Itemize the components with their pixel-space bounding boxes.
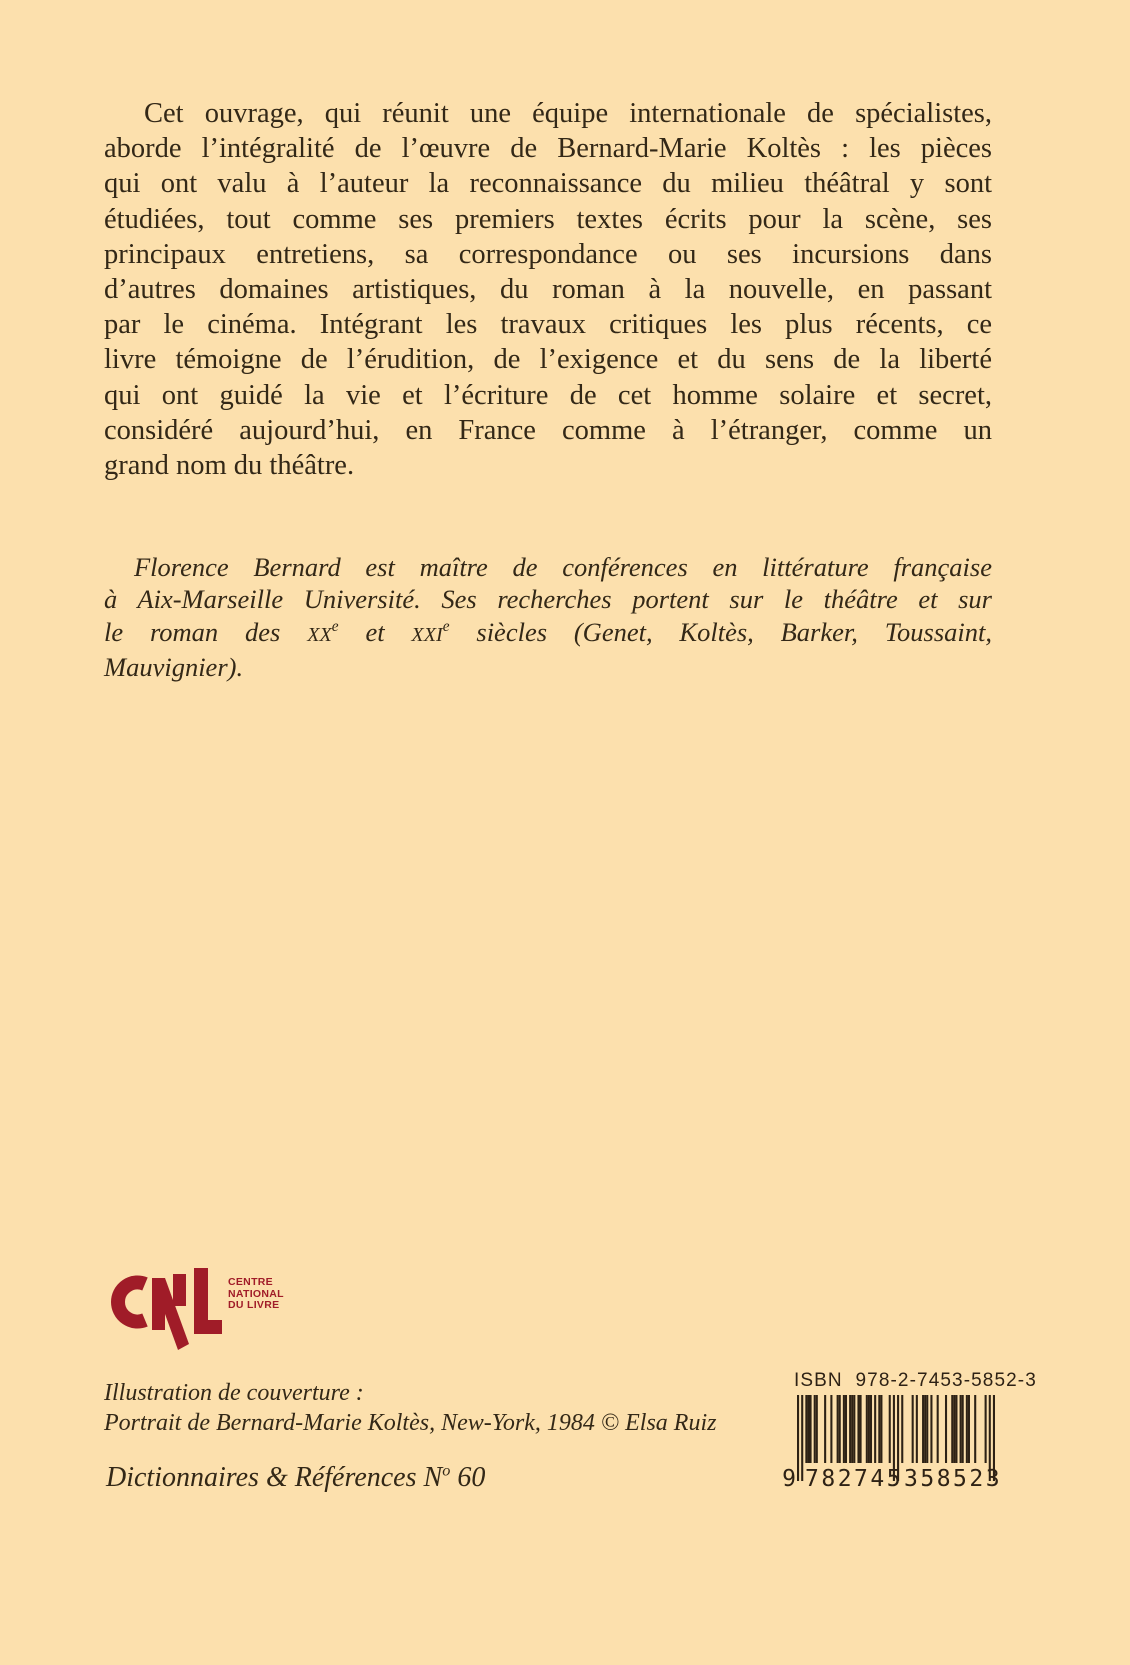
- ean-digit-group: 358523: [904, 1466, 1003, 1492]
- century-numeral: XX: [307, 623, 332, 646]
- credit-line: Illustration de couverture :: [104, 1380, 364, 1406]
- paragraph-line: Cet ouvrage, qui réunit une équipe internationale de spécialistes,: [144, 98, 992, 129]
- cnl-wordmark-line: CENTRE: [228, 1276, 273, 1288]
- paragraph-line: étudiées, tout comme ses premiers textes écrits pour la scène, ses: [104, 203, 992, 235]
- paragraph-line: d’autres domaines artistiques, du roman à la nouvelle, en passant: [104, 274, 992, 306]
- bio-text: le roman des: [104, 616, 308, 647]
- bio-line: Mauvignier).: [104, 652, 244, 683]
- paragraph-line: aborde l’intégralité de l’œuvre de Bernard-Marie Koltès : les pièces: [104, 133, 992, 165]
- bio-text: siècles (Genet, Koltès, Barker, Toussaint,: [449, 616, 993, 647]
- isbn-barcode: [770, 1370, 1037, 1495]
- paragraph-line: par le cinéma. Intégrant les travaux critiques les plus récents, ce: [104, 309, 992, 341]
- credit-line: Portrait de Bernard-Marie Koltès, New-York, 1984 © Elsa Ruiz: [104, 1409, 717, 1436]
- series-text: 60: [450, 1462, 486, 1493]
- paragraph-line: livre témoigne de l’érudition, de l’exigence et du sens de la liberté: [104, 344, 992, 376]
- series-text: Dictionnaires & Références N: [106, 1462, 443, 1493]
- ordinal-suffix: o: [442, 1461, 451, 1480]
- cnl-logo: [106, 1268, 306, 1363]
- series-title: [106, 1462, 485, 1494]
- illustration-credit: [104, 1379, 716, 1438]
- bio-line: Florence Bernard est maître de conférences en littérature française: [134, 552, 992, 582]
- author-bio-paragraph: [104, 551, 992, 684]
- century-numeral: XXI: [411, 623, 443, 646]
- bio-line: [104, 616, 992, 651]
- paragraph-line: grand nom du théâtre.: [104, 450, 355, 482]
- bio-text: et: [338, 616, 412, 647]
- paragraph-line: principaux entretiens, sa correspondance ou ses incursions dans: [104, 238, 992, 270]
- paragraph-line: qui ont valu à l’auteur la reconnaissance du milieu théâtral y sont: [104, 168, 992, 200]
- ean-digit-group: 782745: [805, 1466, 904, 1492]
- ordinal-suffix: e: [442, 617, 450, 635]
- ean-digits: [770, 1466, 1010, 1492]
- cnl-letters-icon: [106, 1268, 224, 1360]
- paragraph-line: qui ont guidé la vie et l’écriture de cet homme solaire et secret,: [104, 379, 992, 411]
- ean-lead-digit: 9: [782, 1466, 796, 1492]
- ordinal-suffix: e: [331, 617, 339, 635]
- cnl-wordmark-line: NATIONAL: [228, 1287, 284, 1300]
- description-paragraph: [104, 96, 992, 483]
- isbn-label: ISBN 978-2-7453-5852-3: [794, 1370, 1037, 1391]
- bio-line: à Aix-Marseille Université. Ses recherches portent sur le théâtre et sur: [104, 584, 992, 615]
- paragraph-line: considéré aujourd’hui, en France comme à l’étranger, comme un: [104, 414, 992, 446]
- cnl-wordmark: [228, 1277, 284, 1312]
- cnl-wordmark-line: DU LIVRE: [228, 1299, 280, 1311]
